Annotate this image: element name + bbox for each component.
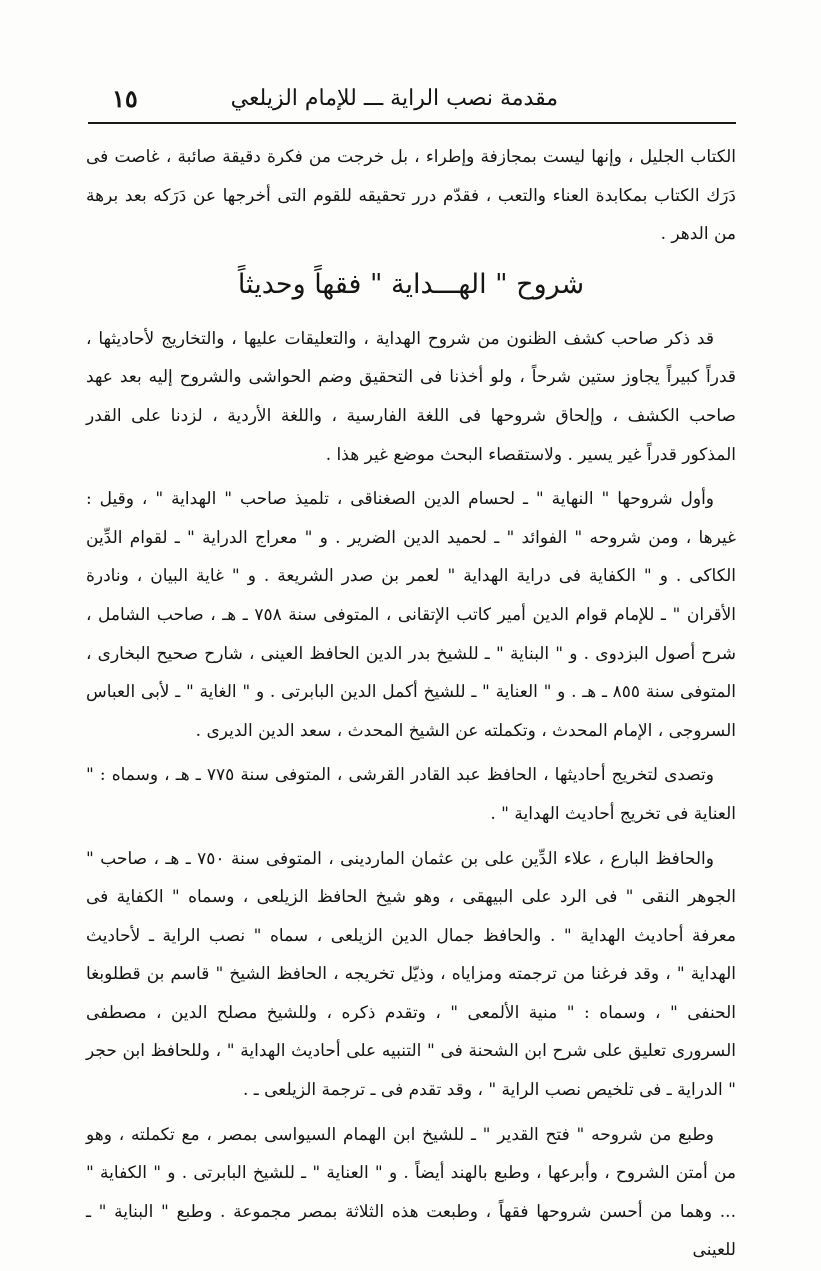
paragraph-continued: الكتاب الجليل ، وإنها ليست بمجازفة وإطراء ، بل خرجت من فكرة دقيقة صائبة ، غاصت فى دَرَك الكتاب بمكابدة العناء والتعب ، فقدّم درر تحقيقه للقوم التى أخرجها عن دَرَكه بعد برهة من الدهر . xyxy=(86,147,736,245)
paragraph: وتصدى لتخريج أحاديثها ، الحافظ عبد القادر القرشى ، المتوفى سنة ٧٧٥ ـ هـ ، وسماه : " العناية فى تخريج أحاديث الهداية " . xyxy=(86,765,736,824)
paragraph: وطبع من شروحه " فتح القدير " ـ للشيخ ابن الهمام السيواسى بمصر ، مع تكملته ، وهو من أمتن الشروح ، وأبرعها ، وطبع بالهند أيضاً . و " العناية " ـ للشيخ البابرتى . و " الكفاية " ... وهما من أحسن شروحها فقهاً ، وطبعت هذه الثلاثة بمصر مجموعة . وطبع " البناية " ـ للعينى xyxy=(86,1124,736,1261)
header-divider xyxy=(88,122,736,124)
running-title: مقدمة نصب الراية ـــ للإمام الزيلعي xyxy=(230,86,558,111)
paragraph: والحافظ البارع ، علاء الدِّين على بن عثمان الماردينى ، المتوفى سنة ٧٥٠ ـ هـ ، صاحب " الجوهر النقى " فى الرد على البيهقى ، وهو شيخ الحافظ الزيلعى ، وسماه " الكفاية فى معرفة أحاديث الهداية " . والحافظ جمال الدين الزيلعى ، سماه " نصب الراية ـ لأحاديث الهداية " ، وقد فرغنا من ترجمته ومزاياه ، وذيّل تخريجه ، الحافظ الشيخ " قاسم بن قطلوبغا الحنفى " ، وسماه : " منية الألمعى " ، وتقدم ذكره ، وللشيخ مصلح الدين ، مصطفى السرورى تعليق على شرح ابن الشحنة فى " التنبيه على أحاديث الهداية " ، وللحافظ ابن حجر " الدراية ـ فى تلخيص نصب الراية " ، وقد تقدم فى ـ ترجمة الزيلعى ـ . xyxy=(86,848,736,1101)
section-heading: شروح " الهـــداية " فقهاً وحديثاً xyxy=(237,268,585,300)
paragraph: قد ذكر صاحب كشف الظنون من شروح الهداية ، والتعليقات عليها ، والتخاريج لأحاديثها ، قدراً كبيراً يجاوز ستين شرحاً ، ولو أخذنا فى التحقيق وضم الحواشى والشروح إليه بعد عهد صاحب الكشف ، وإلحاق شروحها فى اللغة الفارسية ، واللغة الأردية ، لزدنا على القدر المذكور قدراً غير يسير . ولاستقصاء البحث موضع غير هذا . xyxy=(86,328,736,465)
page-number: ١٥ xyxy=(112,84,138,113)
paragraph: وأول شروحها " النهاية " ـ لحسام الدين الصغناقى ، تلميذ صاحب " الهداية " ، وقيل : غيرها ، ومن شروحه " الفوائد " ـ لحميد الدين الضرير . و " معراج الدراية " ـ لقوام الدِّين الكاكى . و " الكفاية فى دراية الهداية " لعمر بن صدر الشريعة . و " غاية البيان ، ونادرة الأقران " ـ للإمام قوام الدين أمير كاتب الإتقانى ، المتوفى سنة ٧٥٨ ـ هـ ، صاحب الشامل ، شرح أصول البزدوى . و " البناية " ـ للشيخ بدر الدين الحافظ العينى ، شارح صحيح البخارى ، المتوفى سنة ٨٥٥ ـ هـ . و " العناية " ـ للشيخ أكمل الدين البابرتى . و " الغاية " ـ لأبى العباس السروجى ، الإمام المحدث ، وتكملته عن الشيخ المحدث ، سعد الدين الديرى . xyxy=(86,489,736,741)
body-text xyxy=(86,138,736,1270)
page-header xyxy=(88,80,736,120)
